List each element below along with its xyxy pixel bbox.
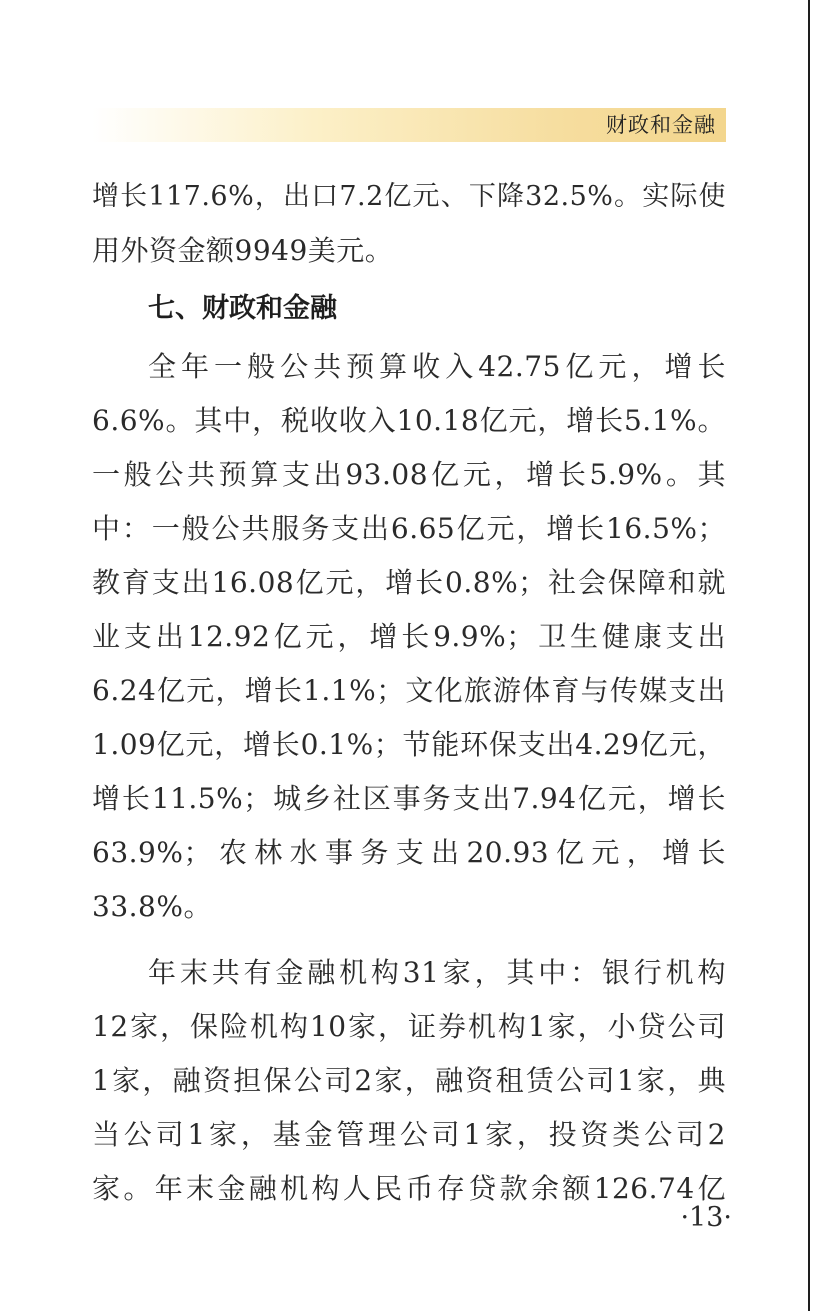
- text-line: 教育支出16.08亿元，增长0.8%；社会保障和就: [92, 566, 726, 599]
- running-header-title: 财政和金融: [606, 113, 716, 137]
- text-line: 1.09亿元，增长0.1%；节能环保支出4.29亿元，: [92, 728, 726, 761]
- text-line: 12家，保险机构10家，证券机构1家，小贷公司: [92, 1010, 726, 1043]
- text-line: 当公司1家，基金管理公司1家，投资类公司2: [92, 1118, 726, 1151]
- text-line: 1家，融资担保公司2家，融资租赁公司1家，典: [92, 1064, 726, 1097]
- page-number: ·13·: [680, 1202, 732, 1233]
- text-line: 全年一般公共预算收入42.75亿元，增长: [148, 350, 726, 383]
- paragraph-gap: [92, 934, 726, 946]
- text-line: 增长11.5%；城乡社区事务支出7.94亿元，增长: [92, 782, 726, 815]
- text-line: 家。年末金融机构人民币存贷款余额126.74亿: [92, 1172, 726, 1205]
- running-header: [92, 108, 726, 142]
- text-line: 年末共有金融机构31家，其中：银行机构: [148, 956, 726, 989]
- page-edge-border: [808, 0, 810, 1311]
- section-heading: 七、财政和金融: [148, 293, 337, 324]
- text-line: 用外资金额9949美元。: [92, 234, 394, 267]
- page-body: [92, 170, 726, 1216]
- text-line: 63.9%；农林水事务支出20.93亿元，增长: [92, 836, 726, 869]
- text-line: 业支出12.92亿元，增长9.9%；卫生健康支出: [92, 620, 726, 653]
- text-line: 6.6%。其中，税收收入10.18亿元，增长5.1%。: [92, 404, 726, 437]
- text-line: 增长117.6%，出口7.2亿元、下降32.5%。实际使: [92, 181, 726, 212]
- text-line: 中：一般公共服务支出6.65亿元，增长16.5%；: [92, 512, 726, 545]
- text-line: 6.24亿元，增长1.1%；文化旅游体育与传媒支出: [92, 674, 726, 707]
- text-line: 33.8%。: [92, 890, 212, 923]
- text-line: 一般公共预算支出93.08亿元，增长5.9%。其: [92, 458, 726, 491]
